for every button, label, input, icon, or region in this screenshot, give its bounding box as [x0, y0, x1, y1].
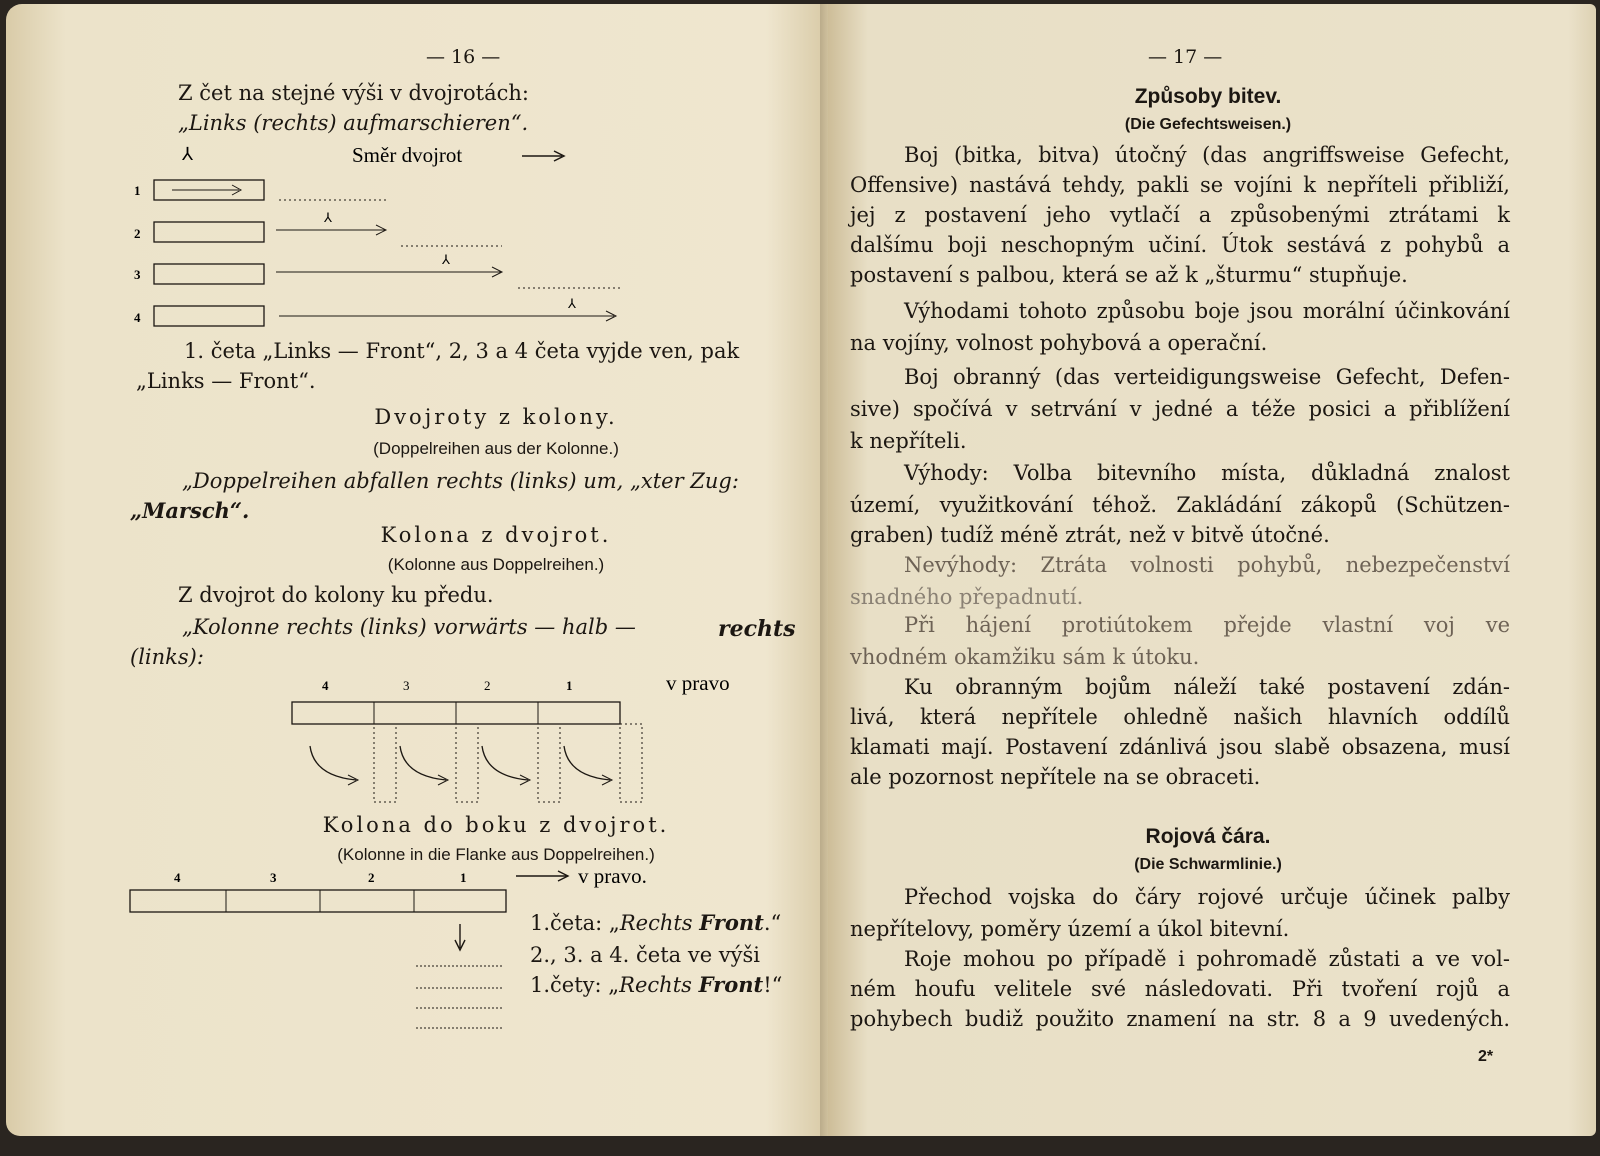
- row-number-4: 4: [134, 310, 141, 325]
- open-book: [6, 0, 1596, 1148]
- p7-line1: Ku obranným bojům náleží také postavení zdán-: [904, 675, 1510, 699]
- d2-number-1: 1: [566, 678, 573, 693]
- subheading-doppelreihen: (Doppelreihen aus der Kolonne.): [373, 439, 619, 458]
- p3-line1: Boj obranný (das verteidigungsweise Gefecht, Defen-: [904, 365, 1510, 389]
- p1-line4: dalšímu boji neschopným učiní. Útok sestává z pohybů a: [850, 233, 1510, 257]
- p6-line1: Při hájení protiútokem přejde vlastní voj ve: [904, 613, 1510, 637]
- p7-line4: ale pozornost nepřítele na se obraceti.: [850, 765, 1261, 789]
- p5-line1: Nevýhody: Ztráta volnosti pohybů, nebezpečenství: [904, 553, 1510, 577]
- p7-line2: livá, která nepřítele ohledně našich hlavních oddílů: [850, 705, 1510, 729]
- row-number-3: 3: [134, 267, 141, 282]
- heading-z-dvojrot-do-kolony: Z dvojrot do kolony ku předu.: [178, 583, 494, 607]
- smer-label: Směr dvojrot: [352, 143, 463, 167]
- command-kolonne-vorwarts: „Kolonne rechts (links) vorwärts — halb —: [182, 615, 636, 639]
- command-marsch: „Marsch“.: [130, 498, 250, 523]
- row-number-1: 1: [134, 183, 141, 198]
- command-rechts: rechts: [718, 616, 796, 642]
- para1-line2: „Links — Front“.: [136, 369, 316, 393]
- heading-rojova-cara: Rojová čára.: [1145, 825, 1271, 848]
- p4-line3: graben) tudíž méně ztrát, než v bitvě útočné.: [850, 523, 1330, 547]
- diagram-kolona-ku-predu: [276, 670, 756, 810]
- flank-command-1: 1.četa: „Rechts Front.“: [530, 910, 782, 935]
- arrow-mark-icon-4: ⅄: [568, 296, 576, 311]
- row-number-2: 2: [134, 226, 141, 241]
- command-doppelreihen: „Doppelreihen abfallen rechts (links) um, „xter Zug:: [182, 469, 739, 493]
- p4-line1: Výhody: Volba bitevního místa, důkladná znalost: [904, 461, 1510, 485]
- p3-line3: k nepříteli.: [850, 429, 967, 453]
- subheading-flanke: (Kolonne in die Flanke aus Doppelreihen.): [337, 845, 655, 864]
- heading-kolona-do-boku: Kolona do boku z dvojrot.: [322, 813, 670, 837]
- command-links: (links):: [130, 645, 204, 669]
- heading-kolona-z-dvojrot: Kolona z dvojrot.: [380, 523, 612, 547]
- p3-line2: sive) spočívá v setrvání v jedné a téže posici a přiblížení: [850, 397, 1510, 421]
- p8-line1: Přechod vojska do čáry rojové určuje účinek palby: [904, 885, 1510, 909]
- d3-label-v-pravo: v pravo.: [578, 866, 647, 888]
- p2-line2: na vojíny, volnost pohybová a operační.: [850, 331, 1268, 355]
- heading-dvojroty-z-kolony: Dvojroty z kolony.: [374, 405, 618, 429]
- p6-line2: vhodném okamžiku sám k útoku.: [850, 645, 1200, 669]
- subheading-kolonne: (Kolonne aus Doppelreihen.): [387, 555, 605, 574]
- p1-line2: Offensive) nastává tehdy, pakli se vojíni k nepříteli přibliží,: [850, 173, 1510, 197]
- heading-zpusoby-bitev: Způsoby bitev.: [1134, 85, 1282, 108]
- p7-line3: klamati mají. Postavení zdánlivá jsou slabě obsazena, musí: [850, 735, 1510, 759]
- p9-line3: pohybech budiž použito znamení na str. 8 a 9 uvedených.: [850, 1007, 1510, 1031]
- intro-line: Z čet na stejné výši v dvojrotách:: [178, 81, 529, 105]
- p1-line1: Boj (bitka, bitva) útočný (das angriffsweise Gefecht,: [904, 143, 1510, 167]
- subheading-schwarmlinie: (Die Schwarmlinie.): [1134, 856, 1282, 873]
- arrow-up-mark-icon: ⅄: [182, 144, 193, 164]
- flank-command-3: 1.čety: „Rechts Front!“: [530, 972, 783, 997]
- command-aufmarschieren: „Links (rechts) aufmarschieren“.: [178, 111, 529, 135]
- subheading-gefechtsweisen: (Die Gefechtsweisen.): [1124, 116, 1292, 133]
- d2-number-3: 3: [403, 678, 410, 693]
- p9-line1: Roje mohou po případě i pohromadě zůstati a ve vol-: [904, 947, 1510, 971]
- page-number-16: — 16 —: [426, 46, 501, 68]
- d2-number-2: 2: [484, 678, 491, 693]
- d2-label-v-pravo: v pravo: [666, 671, 730, 695]
- flank-command-2: 2., 3. a 4. četa ve výši: [530, 943, 761, 967]
- p1-line5: postavení s palbou, která se až k „šturmu“ stupňuje.: [850, 263, 1408, 287]
- p9-line2: ném houfu velitele své následovati. Při tvoření rojů a: [850, 977, 1510, 1001]
- signature-mark: 2*: [1478, 1048, 1494, 1065]
- p1-line3: jej z postavení jeho vytlačí a způsobenými ztrátami k: [850, 203, 1510, 227]
- p5-line2: snadného přepadnutí.: [850, 585, 1084, 609]
- p8-line2: nepřítelovy, poměry území a úkol bitevní.: [850, 917, 1290, 941]
- d2-number-4: 4: [322, 678, 329, 693]
- d3-number-3: 3: [270, 870, 277, 885]
- arrow-mark-icon-3: ⅄: [442, 252, 450, 267]
- para1-line1: 1. četa „Links — Front“, 2, 3 a 4 četa vyjde ven, pak: [184, 339, 740, 363]
- left-page: [6, 4, 828, 1136]
- diagram-aufmarschieren: [124, 142, 644, 332]
- p2-line1: Výhodami tohoto způsobu boje jsou morální účinkování: [904, 299, 1510, 323]
- d3-number-1: 1: [460, 870, 467, 885]
- d3-number-2: 2: [368, 870, 375, 885]
- d3-number-4: 4: [174, 870, 181, 885]
- p4-line2: území, využitkování téhož. Zakládání zákopů (Schützen-: [850, 493, 1510, 517]
- right-page: [828, 4, 1596, 1136]
- page-number-17: — 17 —: [1148, 46, 1223, 68]
- arrow-mark-icon-2: ⅄: [324, 210, 332, 225]
